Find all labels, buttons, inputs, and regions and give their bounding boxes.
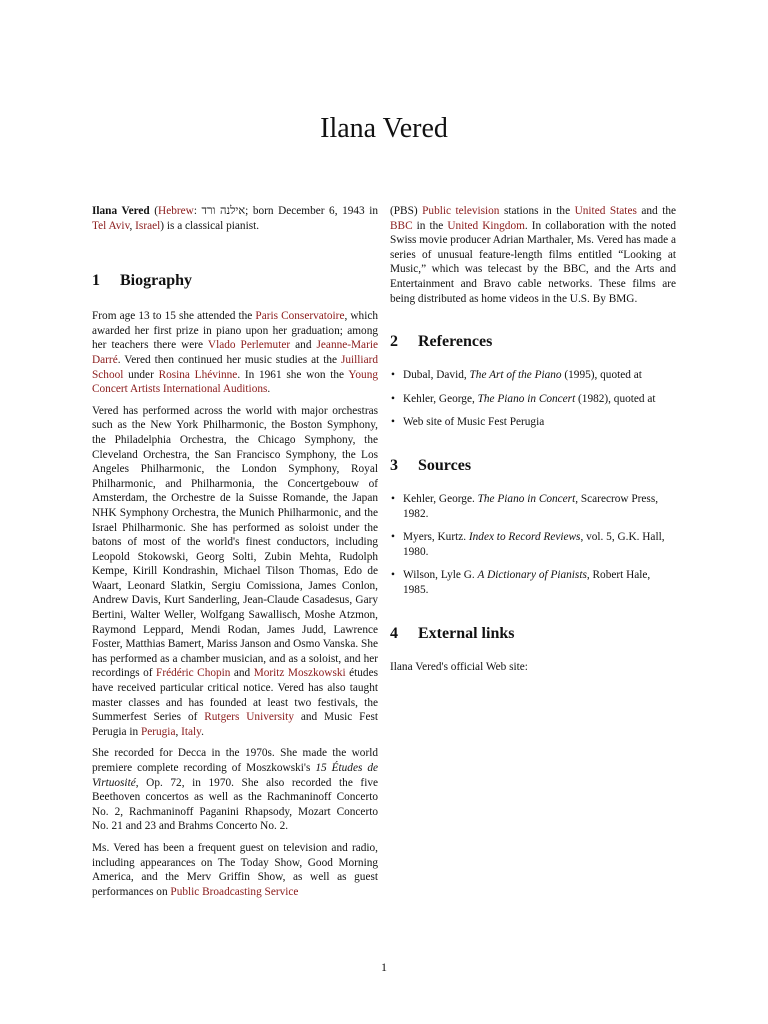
left-column — [92, 204, 378, 906]
bbc-link[interactable]: BBC — [390, 219, 413, 232]
external-links-text: Ilana Vered's official Web site: — [390, 660, 528, 673]
biography-paragraph-3: She recorded for Decca in the 1970s. She made the world premiere complete recording of Moszkowski's 15 Études de Virtuosité, Op. 72, in 1970. She also recorded the five Beethoven concertos as well as the Rachmaninoff Concerto No. 2, Rachmaninoff Paganini Rhapsody, Mozart Concerto No. 21 and 23 and Brahms Concerto No. 2. — [92, 747, 378, 833]
frederic-chopin-link[interactable]: Frédéric Chopin — [156, 667, 231, 680]
united-states-link[interactable]: United States — [574, 205, 637, 217]
biography-paragraph-2: Vered has performed across the world with major orchestras such as the New York Philharmonic, the Boston Symphony, the Philadelphia Orchestra, the Chicago Symphony, the Cleveland Orchestra, the San Francisco Symphony, the Los Angeles Philharmonic, the London Symphony, Royal Philharmonic, and Philharmonia, the Concertgebouw of Amsterdam, the Orchestre de la Suisse Romande, the Japan NHK Symphony Orchestra, the Munich Philharmonic, and the Israel Philharmonic. She has performed as soloist under the batons of most of the world's finest conductors, including Leopold Stokowski, Georg Solti, Zubin Mehta, Rudolph Kempe, Kirill Kondrashin, Michael Tilson Thomas, Edo de Waart, Leonard Slatkin, Sergiu Comissiona, James Conlon, Andrew Davis, Kurt Sanderling, Jean-Claude Casadesus, Gary Bertini, Walter Weller, Wolfgang Sawallisch, Moshe Atzmon, Raymond Leppard, Mendi Rodan, James Judd, Lawrence Foster, Matthias Bamert, Mariss Janson and Osmo Vanska. She has performed as a chamber musician, and as a soloist, and her recordings of Frédéric Chopin and Moritz Moszkowski études have received particular critical notice. Vered has also taught master classes and has founded at least two festivals, the Summerfest Series of Rutgers University and Music Fest Perugia in Perugia, Italy. — [92, 404, 378, 738]
hebrew-link[interactable]: Hebrew — [158, 205, 194, 217]
moritz-moszkowski-link[interactable]: Moritz Moszkowski — [253, 667, 346, 680]
biography-paragraph-4-continued: (PBS) Public television stations in the United States and the BBC in the United Kingdom. In collaboration with the noted Swiss movie producer Adrian Marthaler, Ms. Vered has made a series of unusual feature-length films entitled “Looking at Music,” which was telecast by the BBC, and the Arts and Entertainment and Bravo cable networks. These films are being distributed as home videos in the U.S. By BMG. — [390, 205, 677, 305]
biography-paragraph-1: From age 13 to 15 she attended the Paris Conservatoire, which awarded her first prize in piano upon her graduation; among her teachers there were Vlado Perlemuter and Jeanne-Marie Darré. Vered then continued her music studies at the Juilliard School under Rosina Lhévinne. In 1961 she won the Young Concert Artists International Auditions. — [92, 310, 378, 396]
subject-name: Ilana Vered — [92, 205, 150, 217]
biography-heading: 1 Biography — [92, 272, 193, 290]
references-heading: 2 References — [390, 333, 493, 351]
rosina-lhevinne-link[interactable]: Rosina Lhévinne — [158, 368, 238, 381]
italy-link[interactable]: Italy — [181, 725, 202, 738]
public-television-link[interactable]: Public television — [422, 205, 500, 217]
reference-item: • Dubal, David, The Art of the Piano (1995), quoted at — [390, 368, 676, 383]
juilliard-school-link[interactable]: Juilliard School — [92, 353, 378, 381]
source-item: • Wilson, Lyle G. A Dictionary of Pianists, Robert Hale, 1985. — [390, 568, 676, 597]
sources-list — [390, 492, 676, 598]
vlado-perlemuter-link[interactable]: Vlado Perlemuter — [207, 339, 291, 352]
rutgers-university-link[interactable]: Rutgers University — [204, 711, 294, 724]
jeanne-marie-darre-link[interactable]: Jeanne-Marie Darré — [92, 339, 378, 366]
perugia-link[interactable]: Perugia — [140, 725, 176, 738]
page-title: Ilana Vered — [320, 113, 448, 144]
page-number: 1 — [381, 960, 387, 974]
united-kingdom-link[interactable]: United Kingdom — [447, 219, 525, 232]
pbs-link[interactable]: Public Broadcasting Service — [170, 885, 299, 898]
reference-item: • Kehler, George, The Piano in Concert (1982), quoted at — [390, 392, 676, 407]
etudes-title: 15 Études de Virtuosité — [92, 762, 378, 789]
external-links-heading: 4 External links — [390, 624, 515, 642]
intro-paragraph: Ilana Vered (Hebrew: אילנה ורד; born December 6, 1943 in Tel Aviv, Israel) is a classical pianist. — [92, 205, 379, 232]
biography-paragraph-4: Ms. Vered has been a frequent guest on television and radio, including appearances on The Today Show, Good Morning America, and the Merv Griffin Show, as well as guest performances on Public Broadcasting Service — [92, 841, 378, 898]
sources-heading: 3 Sources — [390, 456, 472, 474]
right-column — [390, 204, 676, 681]
reference-item: • Web site of Music Fest Perugia — [390, 415, 676, 430]
tel-aviv-link[interactable]: Tel Aviv — [92, 219, 130, 232]
references-list — [390, 368, 676, 430]
israel-link[interactable]: Israel — [135, 219, 161, 232]
paris-conservatoire-link[interactable]: Paris Conservatoire — [255, 310, 345, 323]
source-item: • Myers, Kurtz. Index to Record Reviews, vol. 5, G.K. Hall, 1980. — [390, 530, 676, 559]
source-item: • Kehler, George. The Piano in Concert, Scarecrow Press, 1982. — [390, 492, 676, 521]
young-concert-artists-link[interactable]: Young Concert Artists International Auditions — [92, 368, 378, 396]
